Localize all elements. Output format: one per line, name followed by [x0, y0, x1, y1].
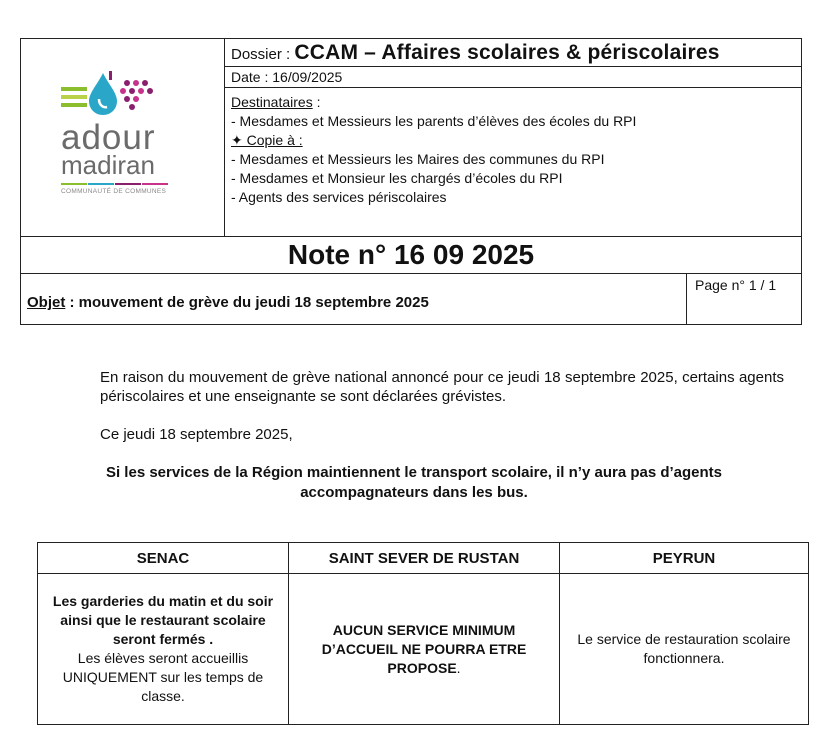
- copy-item: - Agents des services périscolaires: [231, 189, 447, 205]
- senac-class-text: Les élèves seront accueillis UNIQUEMENT sur les temps de classe.: [62, 650, 264, 704]
- copy-label: ✦ Copie à :: [231, 132, 303, 148]
- peyrun-cell: [560, 574, 809, 725]
- copy-item: - Mesdames et Monsieur les chargés d’écoles du RPI: [231, 170, 563, 186]
- logo-subtitle: COMMUNAUTÉ DE COMMUNES: [61, 188, 167, 195]
- dossier-title: CCAM – Affaires scolaires & périscolaires: [294, 41, 720, 64]
- header-table: [20, 38, 802, 325]
- logo-cell: [21, 39, 225, 236]
- page-cell: [687, 274, 801, 324]
- copy-item: - Mesdames et Messieurs les Maires des communes du RPI: [231, 151, 605, 167]
- date-paragraph: Ce jeudi 18 septembre 2025,: [100, 426, 293, 443]
- subject-text: [27, 294, 429, 311]
- services-table: [37, 542, 809, 725]
- adour-madiran-logo-icon: [61, 69, 171, 117]
- column-header-peyrun: PEYRUN: [560, 543, 809, 574]
- logo-text-adour: adour: [61, 118, 156, 157]
- subject-label: Objet: [27, 294, 66, 311]
- date-row: Date : 16/09/2025: [225, 67, 801, 88]
- peyrun-text-a: Le service de restauration scolaire: [577, 631, 791, 647]
- subject-cell: [21, 274, 687, 324]
- intro-paragraph: En raison du mouvement de grève national annoncé pour ce jeudi 18 septembre 2025, certains agents périscolaires et une enseignante se sont déclarées grévistes.: [100, 369, 784, 405]
- logo-color-bars: [61, 183, 171, 186]
- senac-cell: [38, 574, 289, 725]
- peyrun-text-b: fonctionnera: [643, 650, 721, 666]
- column-header-saint-sever: SAINT SEVER DE RUSTAN: [289, 543, 560, 574]
- column-header-senac: SENAC: [38, 543, 289, 574]
- subject-value: : mouvement de grève du jeudi 18 septembre 2025: [65, 294, 429, 311]
- senac-closure-text: Les garderies du matin et du soir ainsi que le restaurant scolaire seront fermés .: [52, 593, 274, 647]
- recipients-label: Destinataires: [231, 94, 313, 110]
- saint-sever-cell: [289, 574, 560, 725]
- dossier-label: Dossier :: [231, 46, 295, 63]
- recipient-item: - Mesdames et Messieurs les parents d’élèves des écoles du RPI: [231, 113, 637, 129]
- logo-text-madiran: madiran: [61, 150, 155, 180]
- page-number: Page n° 1 / 1: [695, 277, 777, 293]
- peyrun-text-c: .: [720, 650, 725, 666]
- table-header-row: [38, 543, 809, 574]
- saint-sever-text: AUCUN SERVICE MINIMUM D’ACCUEIL NE POURRA ETRE PROPOSE: [321, 621, 527, 676]
- info-cell: [225, 39, 801, 236]
- transport-notice: Si les services de la Région maintiennent le transport scolaire, il n’y aura pas d’agents accompagnateurs dans les bus.: [105, 464, 723, 501]
- saint-sever-period: .: [456, 659, 461, 676]
- table-row: [38, 574, 809, 725]
- note-title: Note n° 16 09 2025: [21, 236, 801, 274]
- recipients-block: [231, 93, 636, 207]
- dossier-row: [225, 39, 801, 67]
- recipients-colon: :: [312, 94, 321, 110]
